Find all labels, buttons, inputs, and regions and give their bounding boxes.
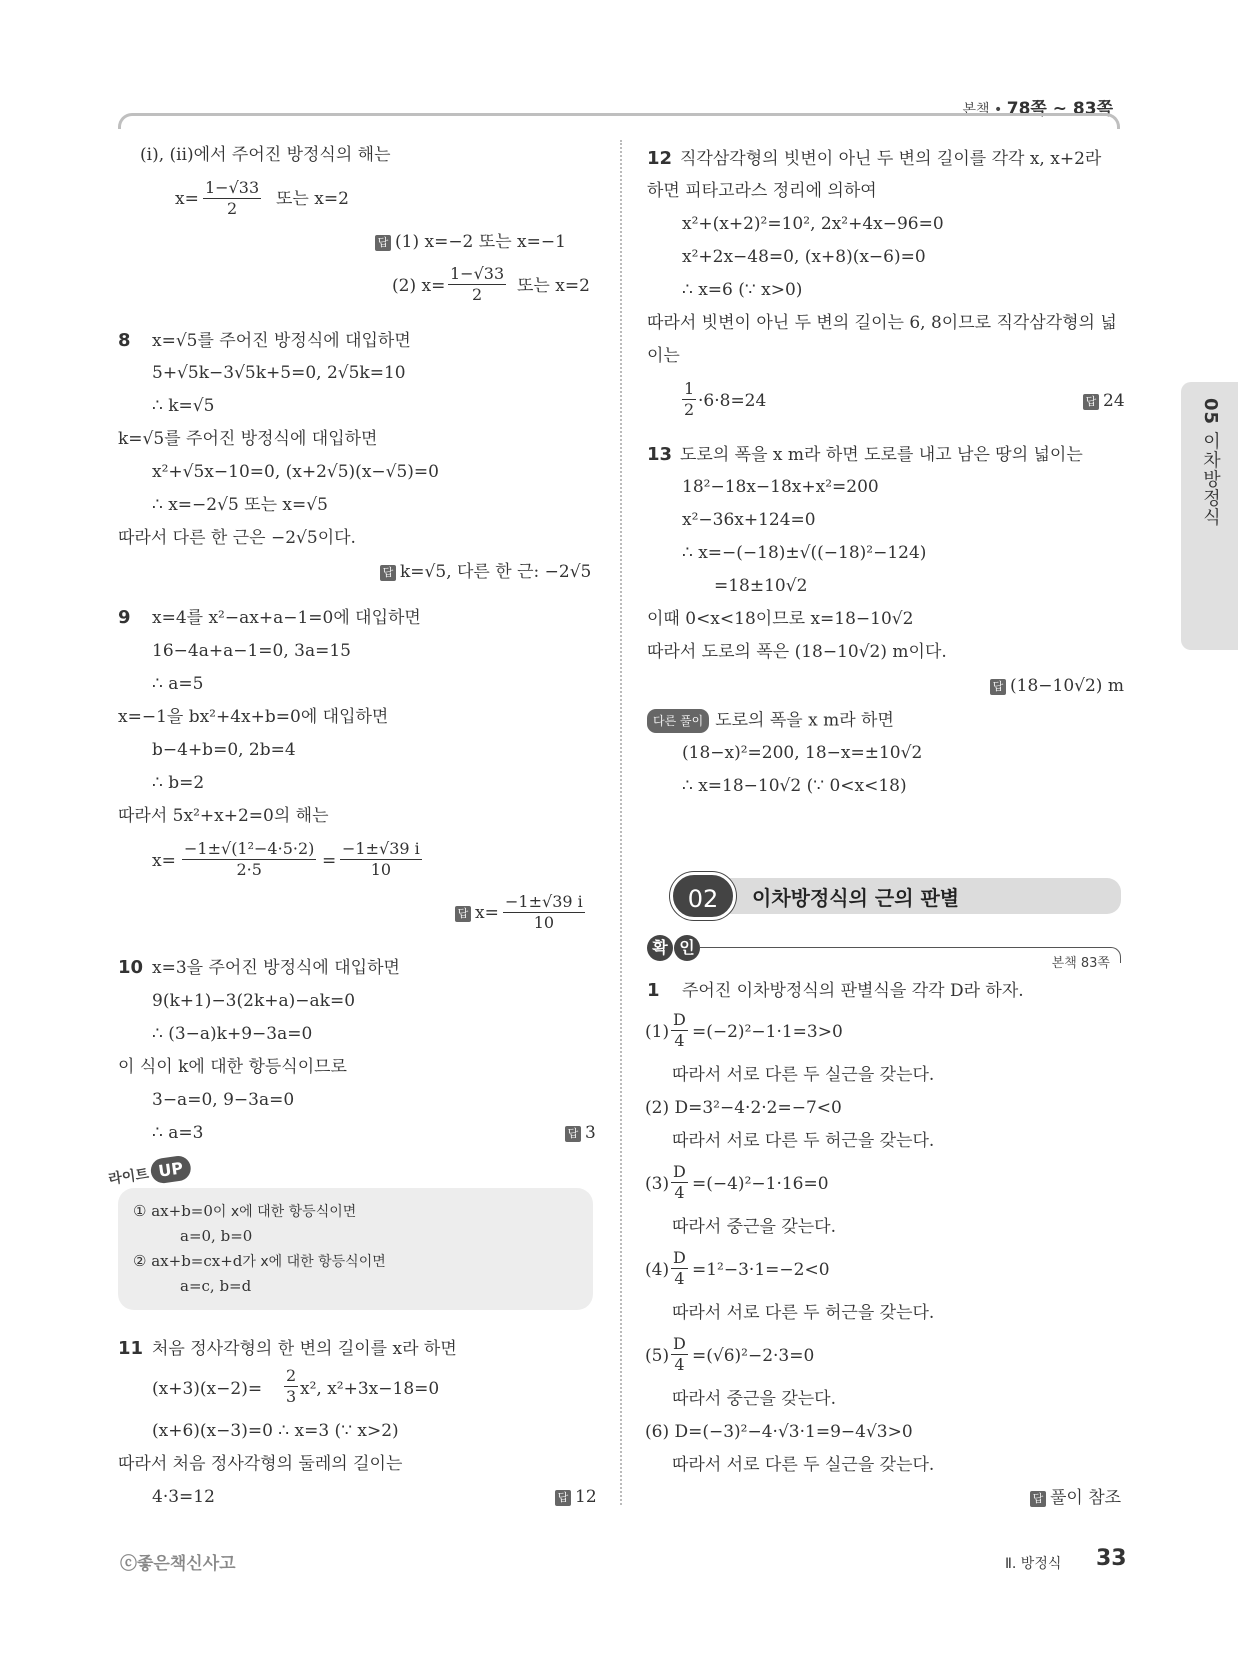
- column-divider: [620, 140, 622, 1505]
- p10-line-2: 9(k+1)−3(2k+a)−ak=0: [152, 991, 356, 1011]
- tip-line-3: ② ax+b=cx+d가 x에 대한 항등식이면: [133, 1252, 386, 1270]
- p8-line-1: x=√5를 주어진 방정식에 대입하면: [152, 331, 411, 351]
- p10-line-3: ∴ (3−a)k+9−3a=0: [152, 1024, 313, 1044]
- problem-9-number: 9: [118, 607, 131, 628]
- c1-part3-fraction: $\frac{D}{4}$: [673, 1162, 686, 1202]
- c1-part4-result: 따라서 서로 다른 두 허근을 갖는다.: [672, 1303, 935, 1323]
- cont-answer-1: 답 (1) x=−2 또는 x=−1: [375, 231, 566, 253]
- chapter-title: 이차방정식: [1200, 431, 1221, 527]
- c1-part3-result: 따라서 중근을 갖는다.: [672, 1217, 837, 1237]
- cont-answer-2-pre: (2) x=: [392, 276, 446, 296]
- c1-part1-label: (1): [645, 1022, 670, 1042]
- c1-part1-result: 따라서 서로 다른 두 실근을 갖는다.: [672, 1065, 935, 1085]
- chapter-side-tab[interactable]: [1181, 382, 1238, 650]
- p9-line-4: x=−1을 bx²+4x+b=0에 대입하면: [118, 707, 389, 727]
- p11-line-2-post: x², x²+3x−18=0: [300, 1379, 440, 1399]
- p11-line-1: 처음 정사각형의 한 변의 길이를 x라 하면: [152, 1339, 457, 1359]
- p13-line-5: =18±10√2: [714, 576, 808, 596]
- p12-line-7: 이는: [647, 346, 680, 366]
- c1-part5-label: (5): [645, 1346, 670, 1366]
- p9-x-eq: x=: [152, 851, 176, 871]
- p13-line-7: 따라서 도로의 폭은 (18−10√2) m이다.: [647, 642, 947, 662]
- page-number: 33: [1096, 1546, 1127, 1571]
- p9-line-5: b−4+b=0, 2b=4: [152, 740, 296, 760]
- p13-line-3: x²−36x+124=0: [682, 510, 816, 530]
- p11-line-4: 따라서 처음 정사각형의 둘레의 길이는: [118, 1454, 403, 1474]
- p13-alt-line-3: ∴ x=18−10√2 (∵ 0<x<18): [682, 776, 907, 796]
- header-divider: [118, 113, 1120, 129]
- c1-part3-eq: =(−4)²−1·16=0: [692, 1174, 829, 1194]
- p12-line-6: 따라서 빗변이 아닌 두 변의 길이는 6, 8이므로 직각삼각형의 넓: [647, 313, 1117, 333]
- p8-answer: 답 k=√5, 다른 한 근: −2√5: [380, 561, 591, 583]
- p9-line-2: 16−4a+a−1=0, 3a=15: [152, 641, 351, 661]
- c1-part4-eq: =1²−3·1=−2<0: [692, 1260, 830, 1280]
- tip-line-2: a=0, b=0: [180, 1227, 253, 1245]
- p12-line-5: ∴ x=6 (∵ x>0): [682, 280, 803, 300]
- cont-answer-2-post: 또는 x=2: [517, 276, 590, 296]
- c1-part4-label: (4): [645, 1260, 670, 1280]
- section-number: 02: [670, 872, 736, 920]
- p10-line-5: 3−a=0, 9−3a=0: [152, 1090, 295, 1110]
- p8-line-7: 따라서 다른 한 근은 −2√5이다.: [118, 528, 356, 548]
- answer-icon: 답: [565, 1126, 581, 1142]
- tip-line-1: ① ax+b=0이 x에 대한 항등식이면: [133, 1202, 357, 1220]
- p11-line-2-pre: (x+3)(x−2)=: [152, 1379, 263, 1399]
- fraction-numerator: 1−√33: [205, 178, 260, 197]
- answer-icon: 답: [380, 565, 396, 581]
- answer-icon: 답: [990, 679, 1006, 695]
- tip-line-4: a=c, b=d: [180, 1277, 252, 1295]
- answer-icon: 답: [1030, 1491, 1046, 1507]
- p9-fraction-1: $\frac{\text{−1±√(1²−4·5·2)}}{2\cdot 5}$: [184, 839, 315, 879]
- p13-alt-line-2: (18−x)²=200, 18−x=±10√2: [682, 743, 923, 763]
- up-badge: UP: [149, 1154, 193, 1184]
- problem-13-number: 13: [647, 444, 673, 465]
- p10-line-1: x=3을 주어진 방정식에 대입하면: [152, 958, 400, 978]
- p13-answer: 답 (18−10√2) m: [990, 675, 1124, 697]
- section-title: 이차방정식의 근의 판별: [752, 886, 960, 910]
- check-badge: 확 인: [647, 935, 701, 961]
- check-problem-1-number: 1: [647, 980, 660, 1001]
- p11-line-3: (x+6)(x−3)=0 ∴ x=3 (∵ x>2): [152, 1421, 399, 1441]
- cont-answer-2-fraction: $\frac{1-√33}{2}$: [450, 264, 505, 304]
- c1-part1-eq: =(−2)²−1·1=3>0: [692, 1022, 843, 1042]
- p12-line-2: 하면 피타고라스 정리에 의하여: [647, 181, 877, 201]
- c1-part5-fraction: $\frac{D}{4}$: [673, 1334, 686, 1374]
- publisher-logo: ⓒ좋은책신사고: [120, 1554, 236, 1574]
- c1-part4-fraction: $\frac{D}{4}$: [673, 1248, 686, 1288]
- p9-line-7: 따라서 5x²+x+2=0의 해는: [118, 806, 329, 826]
- cont-fraction: [203, 178, 261, 219]
- p9-line-3: ∴ a=5: [152, 674, 204, 694]
- alt-solution-badge: 다른 풀이: [647, 709, 709, 733]
- cont-intro: (ⅰ), (ⅱ)에서 주어진 방정식의 해는: [140, 145, 391, 165]
- answer-icon: 답: [555, 1490, 571, 1506]
- p11-fraction: $\frac{2}{3}$: [286, 1366, 297, 1406]
- fraction-denominator: 2: [226, 199, 238, 218]
- chapter-number: 05: [1200, 398, 1221, 426]
- p9-answer-fraction: $\frac{-1\pm√39 i}{10}$: [505, 892, 583, 932]
- c1-part2: (2) D=3²−4·2·2=−7<0: [645, 1098, 842, 1118]
- p10-line-4: 이 식이 k에 대한 항등식이므로: [118, 1057, 347, 1077]
- c1-part2-result: 따라서 서로 다른 두 허근을 갖는다.: [672, 1131, 935, 1151]
- c1-part6-result: 따라서 서로 다른 두 실근을 갖는다.: [672, 1455, 935, 1475]
- p13-line-1: 도로의 폭을 x m라 하면 도로를 내고 남은 땅의 넓이는: [680, 445, 1083, 465]
- c1-intro: 주어진 이차방정식의 판별식을 각각 D라 하자.: [682, 981, 1024, 1001]
- answer-icon: 답: [375, 235, 391, 251]
- check-page-reference: 본책 83쪽: [1051, 956, 1110, 971]
- problem-8-number: 8: [118, 330, 131, 351]
- tip-badge: 라이트 UP: [107, 1154, 193, 1190]
- c1-part6: (6) D=(−3)²−4·√3·1=9−4√3>0: [645, 1422, 913, 1442]
- p9-equals: =: [322, 851, 337, 871]
- p11-answer: 답 12: [555, 1486, 597, 1508]
- p8-line-3: ∴ k=√5: [152, 396, 215, 416]
- c1-part3-label: (3): [645, 1174, 670, 1194]
- p13-alt-line-1: 다른 풀이 도로의 폭을 x m라 하면: [647, 709, 894, 733]
- p12-line-8: ·6·8=24: [698, 391, 767, 411]
- p11-line-5: 4·3=12: [152, 1487, 215, 1507]
- problem-12-number: 12: [647, 148, 673, 169]
- p12-answer: 답 24: [1083, 390, 1125, 412]
- p12-line-1: 직각삼각형의 빗변이 아닌 두 변의 길이를 각각 x, x+2라: [680, 149, 1102, 169]
- cont-x-eq: x=: [175, 189, 199, 209]
- p10-answer: 답 3: [565, 1122, 596, 1144]
- p9-line-1: x=4를 x²−ax+a−1=0에 대입하면: [152, 608, 421, 628]
- book-pages: 78쪽 ~ 83쪽: [1006, 99, 1113, 119]
- p8-line-4: k=√5를 주어진 방정식에 대입하면: [118, 429, 378, 449]
- p8-line-2: 5+√5k−3√5k+5=0, 2√5k=10: [152, 363, 406, 383]
- p9-answer: 답 x=: [455, 902, 499, 924]
- p8-line-6: ∴ x=−2√5 또는 x=√5: [152, 495, 328, 515]
- cont-or: 또는 x=2: [276, 189, 349, 209]
- problem-10-number: 10: [118, 957, 144, 978]
- p12-line-4: x²+2x−48=0, (x+8)(x−6)=0: [682, 247, 926, 267]
- p13-line-2: 18²−18x−18x+x²=200: [682, 477, 879, 497]
- p10-line-6: ∴ a=3: [152, 1123, 204, 1143]
- footer-chapter: Ⅱ. 방정식: [1005, 1556, 1062, 1572]
- p12-fraction: $\frac{1}{2}$: [684, 379, 695, 419]
- c1-answer: 답 풀이 참조: [1030, 1487, 1121, 1509]
- p12-line-3: x²+(x+2)²=10², 2x²+4x−96=0: [682, 214, 944, 234]
- c1-part1-fraction: $\frac{D}{4}$: [673, 1010, 686, 1050]
- book-page-reference: 본책 • 78쪽 ~ 83쪽: [962, 99, 1113, 119]
- c1-part5-result: 따라서 중근을 갖는다.: [672, 1389, 837, 1409]
- answer-icon: 답: [1083, 394, 1099, 410]
- p9-fraction-2: $\frac{-1\pm√39 i}{10}$: [342, 839, 420, 879]
- problem-11-number: 11: [118, 1338, 144, 1359]
- answer-icon: 답: [455, 906, 471, 922]
- p9-line-6: ∴ b=2: [152, 773, 205, 793]
- c1-part5-eq: =(√6)²−2·3=0: [692, 1346, 815, 1366]
- p13-line-6: 이때 0<x<18이므로 x=18−10√2: [647, 609, 914, 629]
- p13-line-4: ∴ x=−(−18)±√((−18)²−124): [682, 543, 927, 563]
- p8-line-5: x²+√5x−10=0, (x+2√5)(x−√5)=0: [152, 462, 439, 482]
- book-label: 본책: [962, 102, 990, 118]
